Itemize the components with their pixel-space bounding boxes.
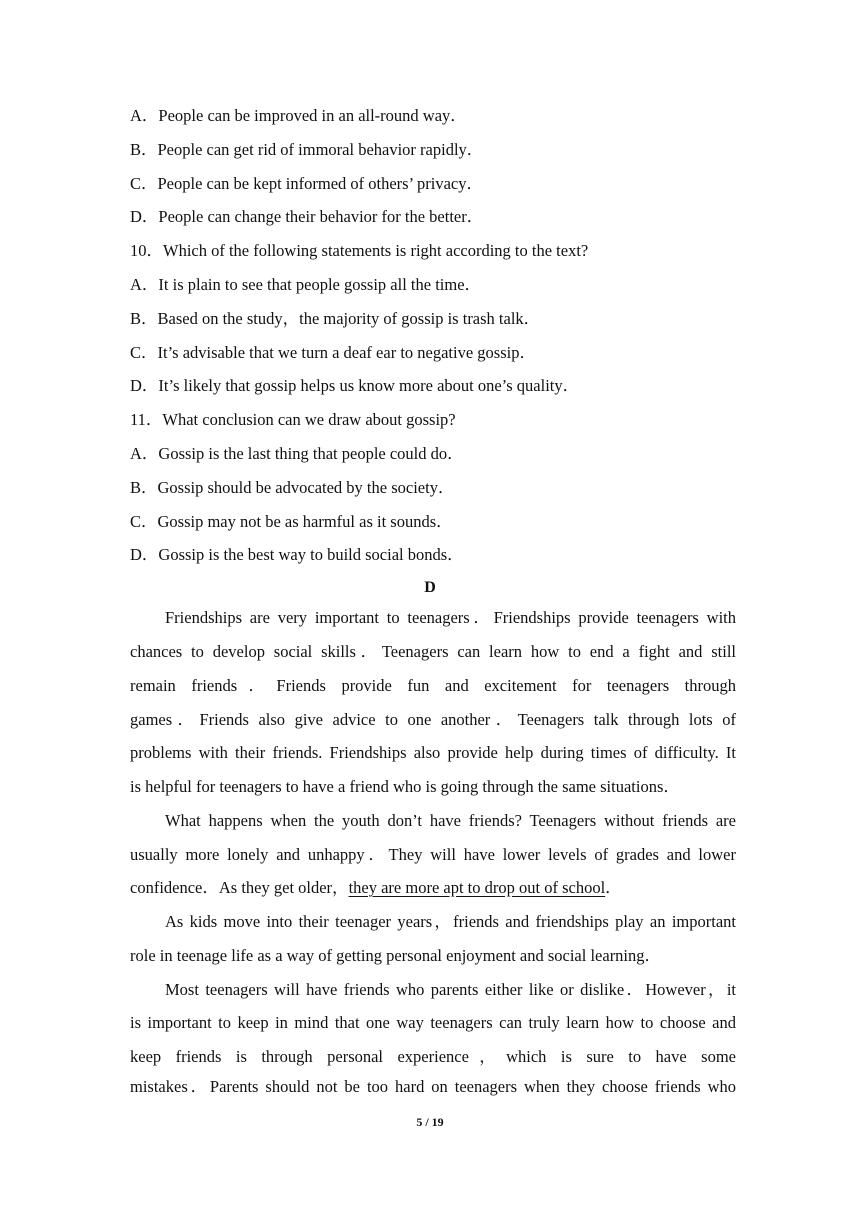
passage-p1-line-6: is helpful for teenagers to have a friend who is going through the same situations． xyxy=(130,777,680,796)
q9-option-c: C．People can be kept informed of others’ privacy． xyxy=(130,174,483,193)
q9-option-b: B．People can get rid of immoral behavior rapidly． xyxy=(130,140,484,159)
passage-p2-line-1: What happens when the youth don’t have friends? Teenagers without friends are xyxy=(165,811,736,830)
passage-p4-line-3: keep friends is through personal experience，which is sure to have some xyxy=(130,1047,736,1066)
q11-option-a: A．Gossip is the last thing that people could do． xyxy=(130,444,464,463)
passage-p2-line-3 xyxy=(130,877,736,899)
underlined-phrase: they are more apt to drop out of school xyxy=(348,878,606,897)
section-title: D xyxy=(424,579,436,596)
passage-p4-line-2: is important to keep in mind that one way teenagers can truly learn how to choose and xyxy=(130,1013,736,1032)
passage-p1-line-4: games．Friends also give advice to one another．Teenagers talk through lots of xyxy=(130,710,736,729)
passage-p4-line-4: mistakes．Parents should not be too hard on teenagers when they choose friends who xyxy=(130,1077,736,1096)
passage-p2-prefix: confidence．As they get older， xyxy=(130,878,349,897)
passage-p1-line-3: remain friends．Friends provide fun and excitement for teenagers through xyxy=(130,676,736,695)
passage-p1-line-2: chances to develop social skills．Teenagers can learn how to end a fight and still xyxy=(130,642,736,661)
q10-option-c: C．It’s advisable that we turn a deaf ear to negative gossip． xyxy=(130,343,536,362)
passage-p2-suffix: ． xyxy=(605,878,622,897)
passage-p1-line-1: Friendships are very important to teenagers．Friendships provide teenagers with xyxy=(165,608,736,627)
page-number: 5 / 19 xyxy=(416,1115,444,1129)
passage-p3-line-2: role in teenage life as a way of getting personal enjoyment and social learning． xyxy=(130,946,662,965)
q11-option-b: B．Gossip should be advocated by the society． xyxy=(130,478,455,497)
q11-question: 11．What conclusion can we draw about gossip? xyxy=(130,410,456,429)
q9-option-a: A．People can be improved in an all-round way． xyxy=(130,106,467,125)
passage-p2-line-2: usually more lonely and unhappy．They will have lower levels of grades and lower xyxy=(130,845,736,864)
q11-option-d: D．Gossip is the best way to build social bonds． xyxy=(130,545,464,564)
q10-option-a: A．It is plain to see that people gossip all the time． xyxy=(130,275,482,294)
q10-question: 10．Which of the following statements is right according to the text? xyxy=(130,241,589,260)
q10-option-d: D．It’s likely that gossip helps us know more about one’s quality． xyxy=(130,376,580,395)
passage-p1-line-5: problems with their friends. Friendships also provide help during times of difficulty. It xyxy=(130,743,736,762)
passage-p4-line-1: Most teenagers will have friends who parents either like or dislike．However，it xyxy=(165,980,736,999)
q11-option-c: C．Gossip may not be as harmful as it sounds． xyxy=(130,512,453,531)
q10-option-b: B．Based on the study，the majority of gossip is trash talk． xyxy=(130,309,541,328)
passage-p3-line-1: As kids move into their teenager years，friends and friendships play an important xyxy=(165,912,736,931)
q9-option-d: D．People can change their behavior for the better． xyxy=(130,207,484,226)
